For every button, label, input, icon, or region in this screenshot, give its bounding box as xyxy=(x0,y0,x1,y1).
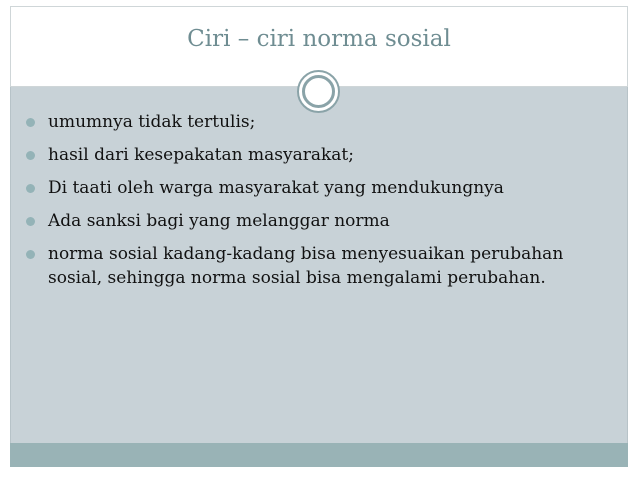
bullet-dot-icon xyxy=(26,151,35,160)
bullet-dot-icon xyxy=(26,184,35,193)
bullet-dot-icon xyxy=(26,118,35,127)
double-circle-icon xyxy=(297,70,340,113)
list-item xyxy=(26,143,616,167)
bullet-list xyxy=(26,110,616,299)
bullet-text: hasil dari kesepakatan masyarakat; xyxy=(48,145,354,165)
bullet-text: umumnya tidak tertulis; xyxy=(48,112,256,132)
bullet-text: norma sosial kadang-kadang bisa menyesuaikan perubahan sosial, sehingga norma sosial bisa mengalami perubahan. xyxy=(48,244,564,288)
bullet-dot-icon xyxy=(26,217,35,226)
list-item xyxy=(26,176,616,200)
bottom-accent-bar xyxy=(10,443,628,467)
bullet-text: Di taati oleh warga masyarakat yang mendukungnya xyxy=(48,178,504,198)
bullet-dot-icon xyxy=(26,250,35,259)
bullet-text: Ada sanksi bagi yang melanggar norma xyxy=(48,211,390,231)
list-item xyxy=(26,110,616,134)
slide-title: Ciri – ciri norma sosial xyxy=(187,26,451,52)
list-item xyxy=(26,209,616,233)
list-item xyxy=(26,242,616,290)
